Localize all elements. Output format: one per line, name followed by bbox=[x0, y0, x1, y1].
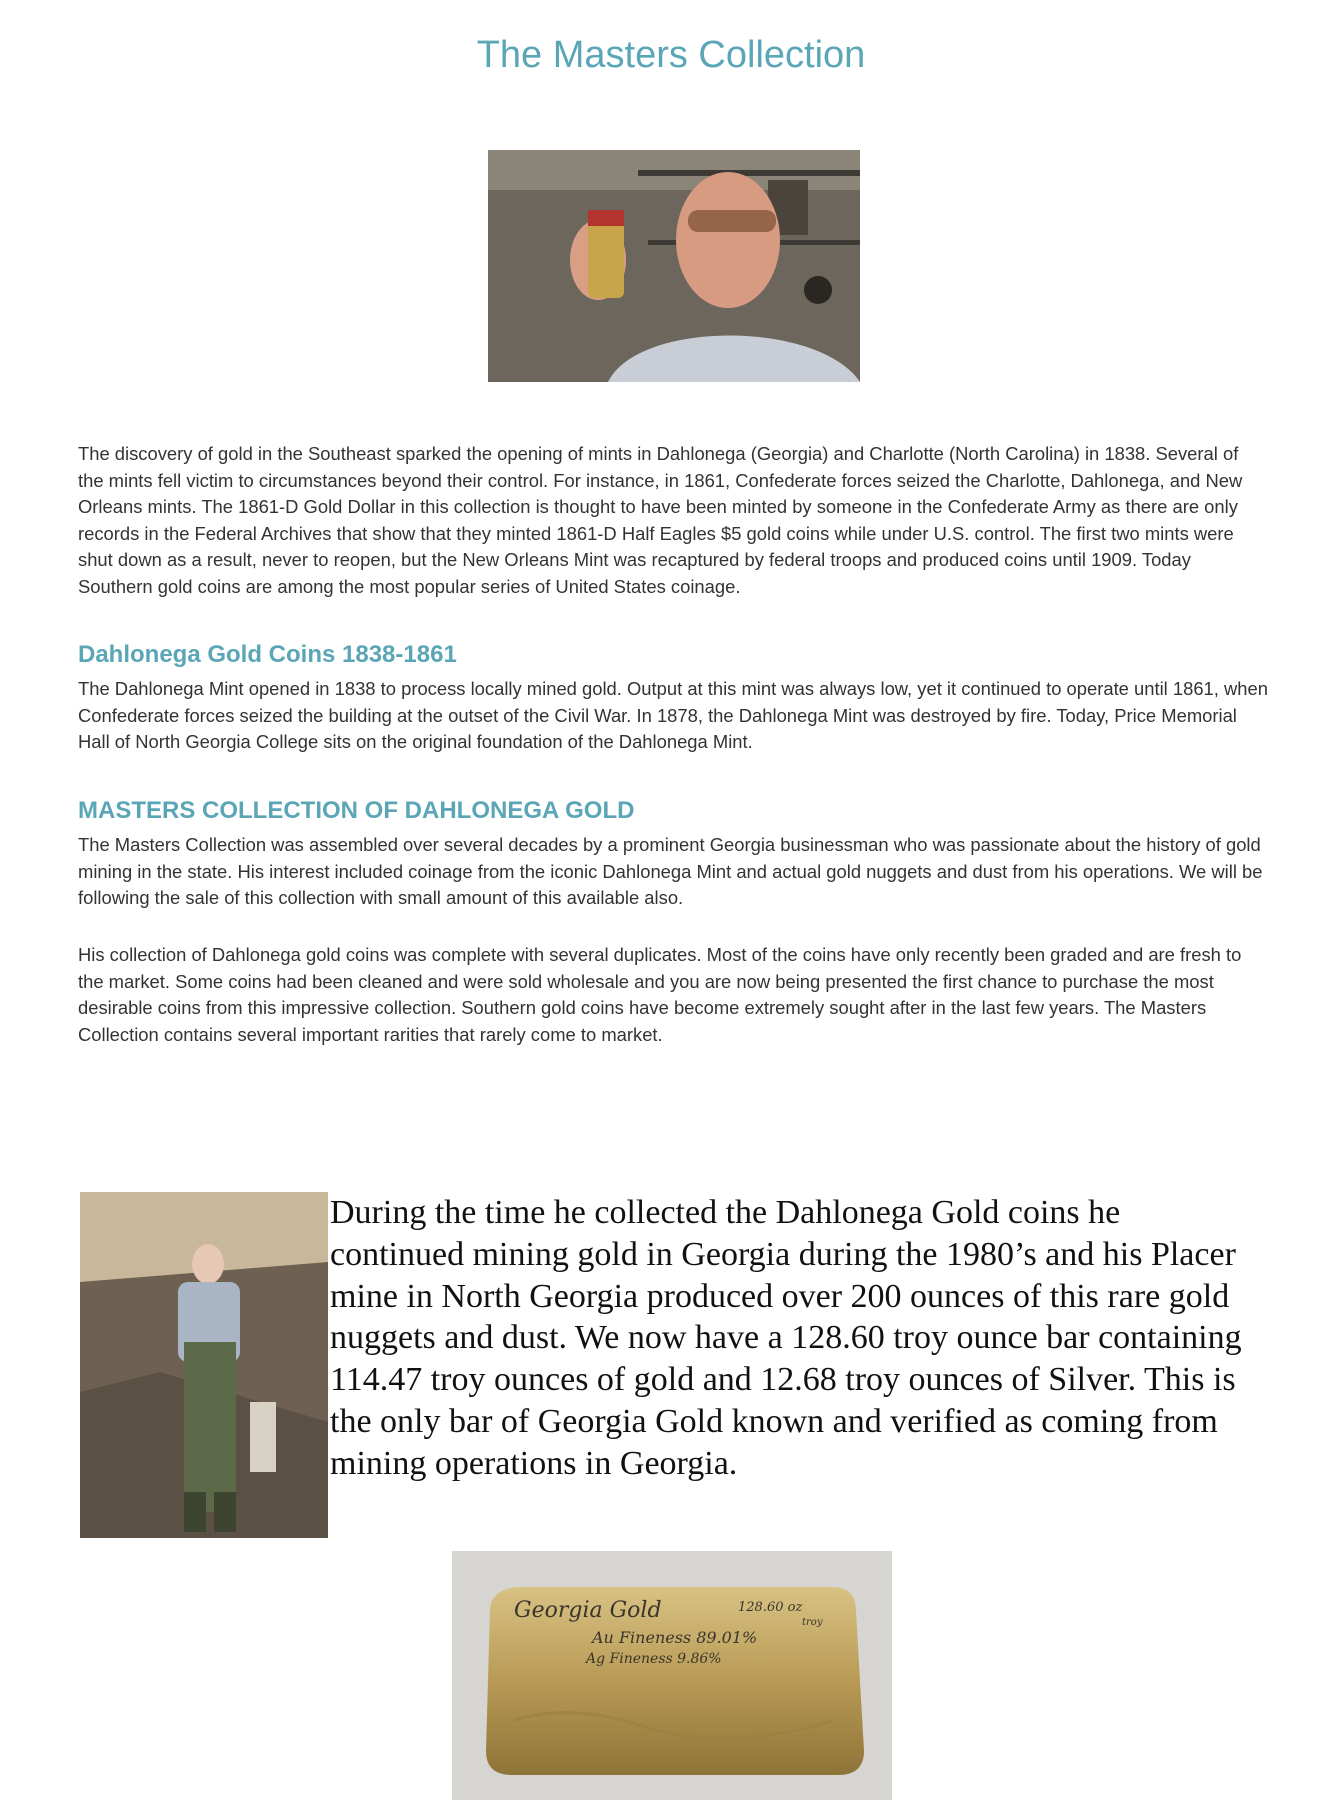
section-heading-masters-collection: MASTERS COLLECTION OF DAHLONEGA GOLD bbox=[78, 797, 635, 824]
masters-collection-paragraph-2: His collection of Dahlonega gold coins was complete with several duplicates. Most of the coins have only recently been graded and are fresh to the market. Some coins had been cleaned and were sold wholesale and you are now being presented the first chance to purchase the most desirable coins from this impressive collection. Southern gold coins have become extremely sought after in the last few years. The Masters Collection contains several important rarities that rarely come to market. bbox=[78, 944, 1242, 1045]
collector-holding-gold-photo bbox=[488, 150, 860, 382]
section-heading-dahlonega-coins: Dahlonega Gold Coins 1838-1861 bbox=[78, 641, 457, 668]
intro-paragraph: The discovery of gold in the Southeast sparked the opening of mints in Dahlonega (Georgia) and Charlotte (North Carolina) in 1838. Several of the mints fell victim to circumstances beyond their control. For instance, in 1861, Confederate forces seized the Charlotte, Dahlonega, and New Orleans mints. The 1861-D Gold Dollar in this collection is thought to have been minted by someone in the Confederate Army as there are only records in the Federal Archives that show that they minted 1861-D Half Eagles $5 gold coins while under U.S. control. The first two mints were shut down as a result, never to reopen, but the New Orleans Mint was recaptured by federal troops and produced coins until 1909. Today Southern gold coins are among the most popular series of United States coinage. bbox=[78, 443, 1243, 597]
bar-inscription-au-fineness: Au Fineness 89.01% bbox=[592, 1628, 758, 1647]
bar-inscription-ag-fineness: Ag Fineness 9.86% bbox=[586, 1651, 722, 1667]
miner-in-placer-mine-photo bbox=[80, 1192, 328, 1538]
bar-inscription-weight: 128.60 oz bbox=[738, 1600, 803, 1615]
dahlonega-mint-paragraph: The Dahlonega Mint opened in 1838 to process locally mined gold. Output at this mint was always low, yet it continued to operate until 1861, when Confederate forces seized the building at the outset of the Civil War. In 1878, the Dahlonega Mint was destroyed by fire. Today, Price Memorial Hall of North Georgia College sits on the original foundation of the Dahlonega Mint. bbox=[78, 678, 1268, 752]
page-title: The Masters Collection bbox=[476, 34, 866, 76]
mining-operations-paragraph: During the time he collected the Dahlonega Gold coins he continued mining gold in Georgia during the 1980’s and his Placer mine in North Georgia produced over 200 ounces of this rare gold nuggets and dust. We now have a 128.60 troy ounce bar containing 114.47 troy ounces of gold and 12.68 troy ounces of Silver. This is the only bar of Georgia Gold known and verified as coming from mining operations in Georgia. bbox=[330, 1194, 1242, 1482]
georgia-gold-bar-photo bbox=[452, 1551, 892, 1800]
bar-inscription-weight-unit: troy bbox=[802, 1617, 823, 1628]
bar-inscription-georgia-gold: Georgia Gold bbox=[514, 1598, 662, 1623]
masters-collection-paragraph-1: The Masters Collection was assembled over several decades by a prominent Georgia businessman who was passionate about the history of gold mining in the state. His interest included coinage from the iconic Dahlonega Mint and actual gold nuggets and dust from his operations. We will be following the sale of this collection with small amount of this available also. bbox=[78, 834, 1263, 908]
